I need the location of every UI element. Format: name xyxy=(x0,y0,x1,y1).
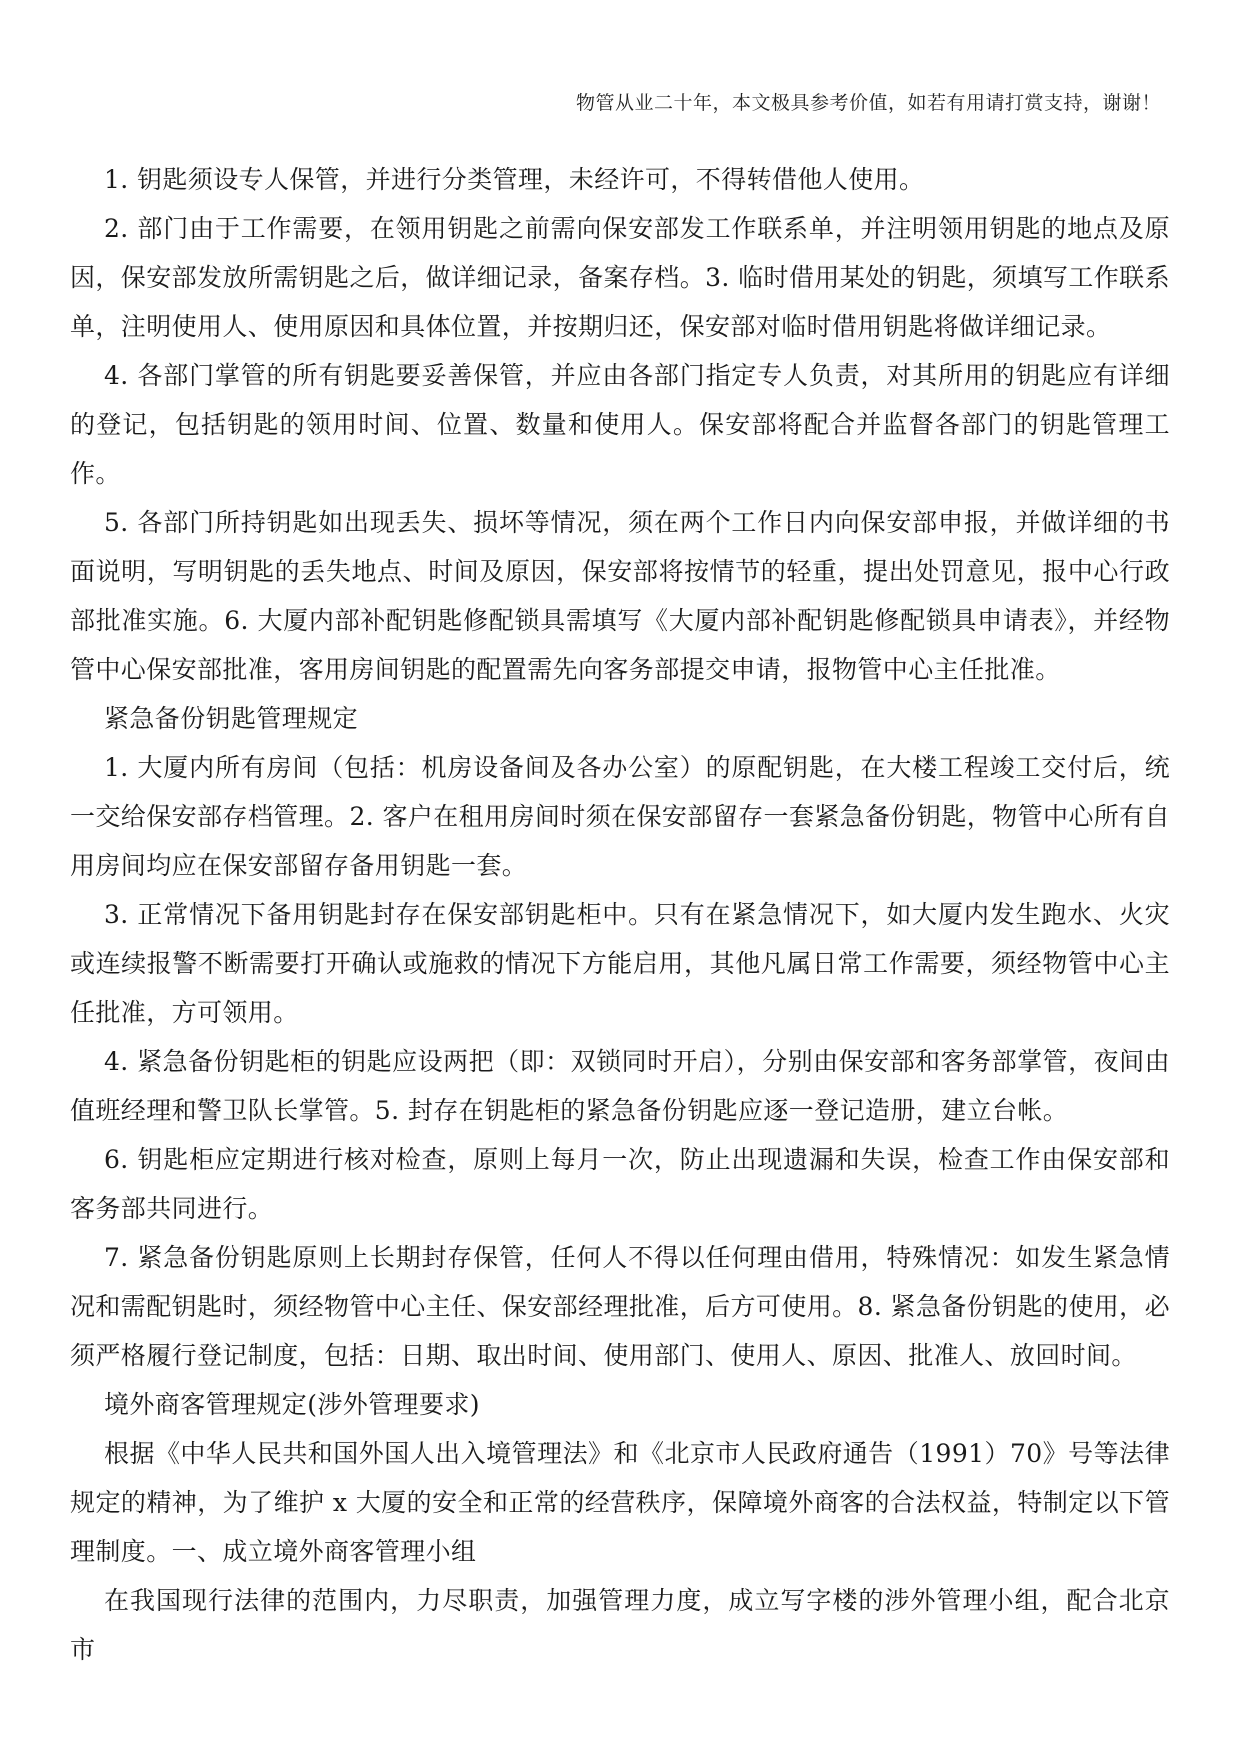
section-heading: 境外商客管理规定(涉外管理要求) xyxy=(104,1390,480,1419)
section-heading: 紧急备份钥匙管理规定 xyxy=(104,704,359,733)
paragraph: 1. 钥匙须设专人保管，并进行分类管理，未经许可，不得转借他人使用。 xyxy=(104,165,925,194)
paragraph: 在我国现行法律的范围内，力尽职责，加强管理力度，成立写字楼的涉外管理小组，配合北京市 xyxy=(70,1586,1170,1664)
paragraph: 5. 各部门所持钥匙如出现丢失、损坏等情况，须在两个工作日内向保安部申报，并做详细的书面说明，写明钥匙的丢失地点、时间及原因，保安部将按情节的轻重，提出处罚意见，报中心行政部批准实施。6. 大厦内部补配钥匙修配锁具需填写《大厦内部补配钥匙修配锁具申请表》，并经物管中心保安部批准，客用房间钥匙的配置需先向客务部提交申请，报物管中心主任批准。 xyxy=(70,508,1170,684)
header-note: 物管从业二十年，本文极具参考价值，如若有用请打赏支持，谢谢！ xyxy=(575,92,1161,114)
paragraph: 3. 正常情况下备用钥匙封存在保安部钥匙柜中。只有在紧急情况下，如大厦内发生跑水、火灾或连续报警不断需要打开确认或施救的情况下方能启用，其他凡属日常工作需要，须经物管中心主任批准，方可领用。 xyxy=(70,900,1170,1027)
paragraph: 2. 部门由于工作需要，在领用钥匙之前需向保安部发工作联系单，并注明领用钥匙的地点及原因，保安部发放所需钥匙之后，做详细记录，备案存档。3. 临时借用某处的钥匙，须填写工作联系单，注明使用人、使用原因和具体位置，并按期归还，保安部对临时借用钥匙将做详细记录。 xyxy=(70,214,1170,341)
paragraph: 4. 紧急备份钥匙柜的钥匙应设两把（即：双锁同时开启），分别由保安部和客务部掌管，夜间由值班经理和警卫队长掌管。5. 封存在钥匙柜的紧急备份钥匙应逐一登记造册，建立台帐。 xyxy=(70,1047,1170,1125)
paragraph: 4. 各部门掌管的所有钥匙要妥善保管，并应由各部门指定专人负责，对其所用的钥匙应有详细的登记，包括钥匙的领用时间、位置、数量和使用人。保安部将配合并监督各部门的钥匙管理工作。 xyxy=(70,361,1170,488)
paragraph: 根据《中华人民共和国外国人出入境管理法》和《北京市人民政府通告（1991）70》号等法律规定的精神，为了维护 x 大厦的安全和正常的经营秩序，保障境外商客的合法权益，特制定以下管理制度。一、成立境外商客管理小组 xyxy=(70,1439,1170,1566)
paragraph: 7. 紧急备份钥匙原则上长期封存保管，任何人不得以任何理由借用，特殊情况：如发生紧急情况和需配钥匙时，须经物管中心主任、保安部经理批准，后方可使用。8. 紧急备份钥匙的使用，必须严格履行登记制度，包括：日期、取出时间、使用部门、使用人、原因、批准人、放回时间。 xyxy=(70,1243,1170,1370)
document-body xyxy=(70,155,1170,1674)
paragraph: 1. 大厦内所有房间（包括：机房设备间及各办公室）的原配钥匙，在大楼工程竣工交付后，统一交给保安部存档管理。2. 客户在租用房间时须在保安部留存一套紧急备份钥匙，物管中心所有自用房间均应在保安部留存备用钥匙一套。 xyxy=(70,753,1170,880)
paragraph: 6. 钥匙柜应定期进行核对检查，原则上每月一次，防止出现遗漏和失误，检查工作由保安部和客务部共同进行。 xyxy=(70,1145,1170,1223)
